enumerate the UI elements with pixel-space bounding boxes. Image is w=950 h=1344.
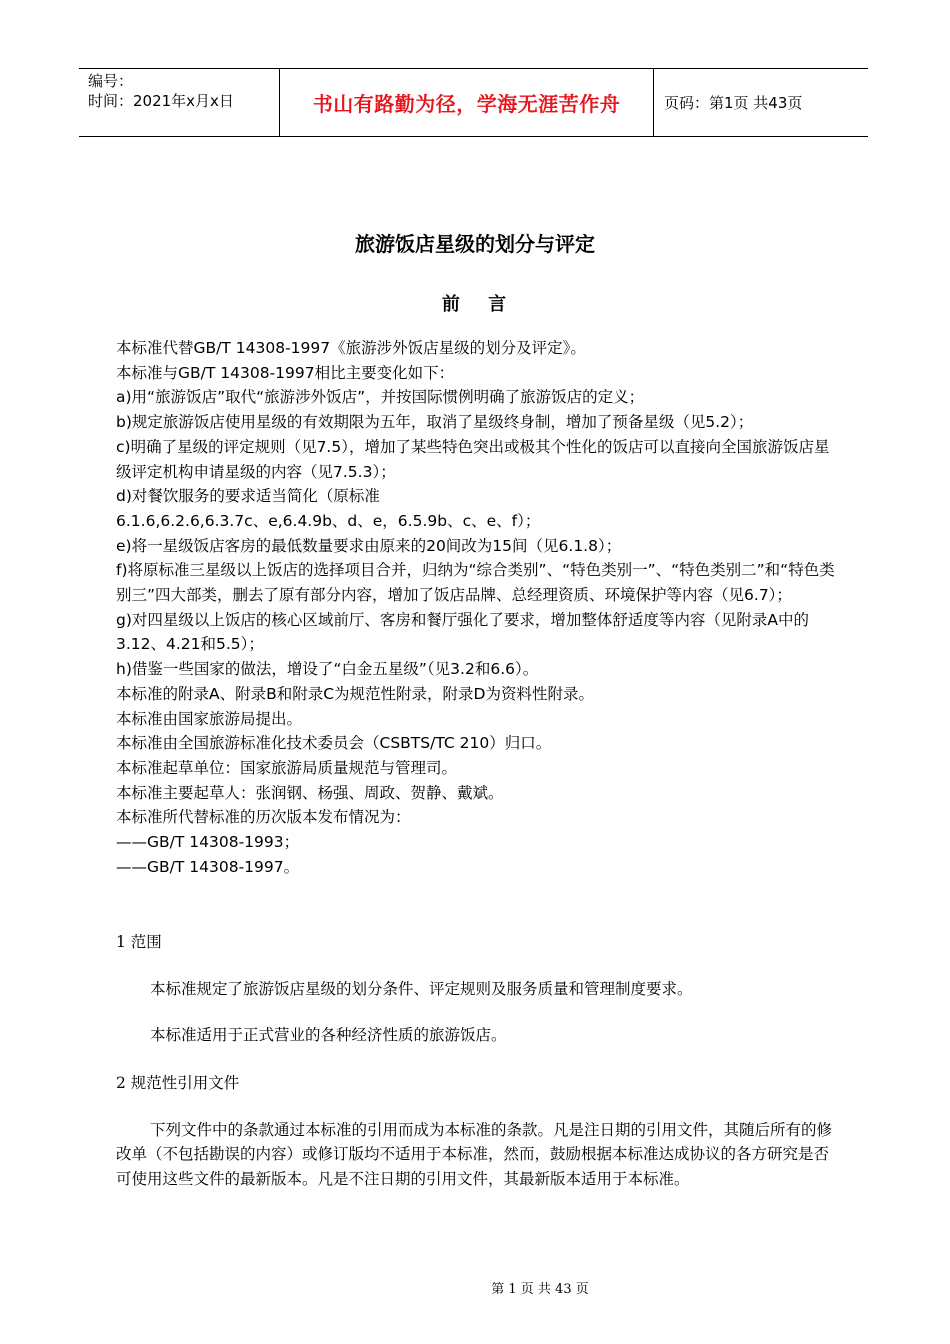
page-header [79, 68, 868, 137]
document-title: 旅游饭店星级的划分与评定 [355, 232, 595, 256]
section-references [116, 1071, 836, 1192]
preface-line: b)规定旅游饭店使用星级的有效期限为五年，取消了星级终身制，增加了预备星级（见5.2）； [116, 413, 754, 432]
preface-line: 本标准代替GB/T 14308-1997《旅游涉外饭店星级的划分及评定》。 [116, 339, 586, 357]
preface-line: 6.1.6,6.2.6,6.3.7c、e,6.4.9b、d、e，6.5.9b、c、e、f）； [116, 511, 541, 530]
time-label: 时间：2021年x月x日 [88, 92, 234, 110]
preface-line: g)对四星级以上饭店的核心区域前厅、客房和餐厅强化了要求，增加整体舒适度等内容（见附录A中的3.12、4.21和5.5）； [116, 610, 809, 654]
section-paragraph: 本标准适用于正式营业的各种经济性质的旅游饭店。 [150, 1026, 507, 1045]
preface-heading: 前 言 [441, 294, 509, 315]
preface-line: c)明确了星级的评定规则（见7.5），增加了某些特色突出或极其个性化的饭店可以直接向全国旅游饭店星级评定机构申请星级的内容（见7.5.3）； [116, 437, 830, 481]
section-scope [116, 930, 836, 1048]
preface-line: 本标准主要起草人：张润钢、杨强、周政、贺静、戴斌。 [116, 783, 504, 802]
number-label: 编号： [88, 72, 134, 90]
preface-line: 本标准起草单位：国家旅游局质量规范与管理司。 [116, 758, 458, 777]
header-page-info: 页码：第1页 共43页 [664, 94, 803, 112]
preface-line: 本标准由国家旅游局提出。 [116, 709, 303, 728]
preface-line: d)对餐饮服务的要求适当简化（原标准 [116, 487, 380, 506]
preface-line: 本标准所代替标准的历次版本发布情况为： [116, 808, 411, 827]
page-footer: 第 1 页 共 43 页 [491, 1282, 589, 1297]
preface-body [116, 336, 836, 879]
preface-line: ——GB/T 14308-1993； [116, 833, 300, 852]
section-paragraph: 下列文件中的条款通过本标准的引用而成为本标准的条款。凡是注日期的引用文件，其随后所有的修改单（不包括勘误的内容）或修订版均不适用于本标准，然而，鼓励根据本标准达成协议的各方研究是否可使用这些文件的最新版本。凡是不注日期的引用文件，其最新版本适用于本标准。 [116, 1120, 833, 1189]
preface-line: a)用“旅游饭店”取代“旅游涉外饭店”，并按国际惯例明确了旅游饭店的定义； [116, 388, 645, 407]
preface-line: 本标准由全国旅游标准化技术委员会（CSBTS/TC 210）归口。 [116, 734, 552, 753]
preface-line: ——GB/T 14308-1997。 [116, 857, 300, 876]
section-paragraph: 本标准规定了旅游饭店星级的划分条件、评定规则及服务质量和管理制度要求。 [150, 979, 693, 998]
section-heading: 2 规范性引用文件 [116, 1074, 240, 1092]
header-motto: 书山有路勤为径，学海无涯苦作舟 [280, 69, 654, 136]
preface-line: f)将原标准三星级以上饭店的选择项目合并，归纳为“综合类别”、“特色类别一”、“特色类别二”和“特色类别三”四大部类，删去了原有部分内容，增加了饭店品牌、总经理资质、环境保护等内容（见6.7）； [116, 561, 835, 605]
preface-line: 本标准的附录A、附录B和附录C为规范性附录，附录D为资料性附录。 [116, 684, 594, 703]
section-heading: 1 范围 [116, 933, 162, 951]
header-meta [79, 69, 280, 136]
preface-line: h)借鉴一些国家的做法，增设了“白金五星级”（见3.2和6.6）。 [116, 660, 539, 679]
preface-line: e)将一星级饭店客房的最低数量要求由原来的20间改为15间（见6.1.8）； [116, 536, 622, 555]
preface-line: 本标准与GB/T 14308-1997相比主要变化如下： [116, 363, 455, 382]
